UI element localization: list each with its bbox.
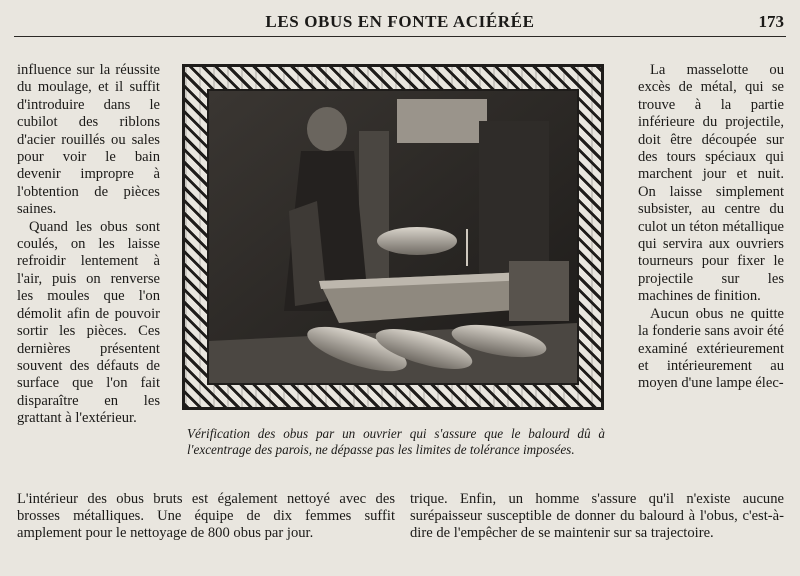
bottom-left-paragraph: L'intérieur des obus bruts est également nettoyé avec des brosses métalliques. Une équipe de dix femmes suffit amplement pour le nettoyage de 800 obus par jour. bbox=[17, 491, 395, 541]
figure-caption: Vérification des obus par un ouvrier qui s'assure que le balourd dû à l'excentrage des parois, ne dépasse pas les limites de tolérance imposées. bbox=[187, 426, 605, 457]
running-title: LES OBUS EN FONTE ACIÉRÉE bbox=[265, 12, 535, 31]
bottom-right-text bbox=[410, 491, 784, 542]
left-column bbox=[17, 62, 160, 428]
right-paragraph-1: La masselotte ou excès de métal, qui se trouve à la partie inférieure du projectile, doit être découpée sur des tours spéciaux qui marchent jour et nuit. On laisse simplement subsister, au centre du culot un téton métallique qui servira aux ouvriers tourneurs pour fixer le projectile sur les machines de finition. bbox=[638, 62, 784, 305]
left-paragraph-1: influence sur la réussite du moulage, et il suffit d'introduire dans le cubilot des riblons d'acier rouillés ou sales pour voir le bain devenir impropre à l'obtention de pièces saines. bbox=[17, 62, 160, 218]
figure-ornamental-frame bbox=[182, 64, 604, 410]
page-header bbox=[14, 10, 786, 37]
foundry-photo-illustration bbox=[209, 91, 577, 383]
bottom-right-paragraph: trique. Enfin, un homme s'assure qu'il n'existe aucune surépaisseur susceptible de donner du balourd à l'obus, c'est-à-dire de l'empêcher de se maintenir sur sa trajectoire. bbox=[410, 491, 784, 541]
bottom-left-text bbox=[17, 491, 395, 542]
foundry-photo bbox=[207, 89, 579, 385]
left-paragraph-2: Quand les obus sont coulés, on les laisse refroidir lentement à l'air, puis on renverse les moules que l'on démolit afin de pouvoir sortir les pièces. Ces dernières présentent souvent des défauts de surface que l'on fait disparaître en les grattant à l'extérieur. bbox=[17, 218, 160, 427]
right-column bbox=[638, 62, 784, 393]
right-paragraph-2: Aucun obus ne quitte la fonderie sans avoir été examiné extérieurement et intérieurement au moyen d'une lampe élec- bbox=[638, 305, 784, 392]
page-number: 173 bbox=[758, 12, 784, 31]
